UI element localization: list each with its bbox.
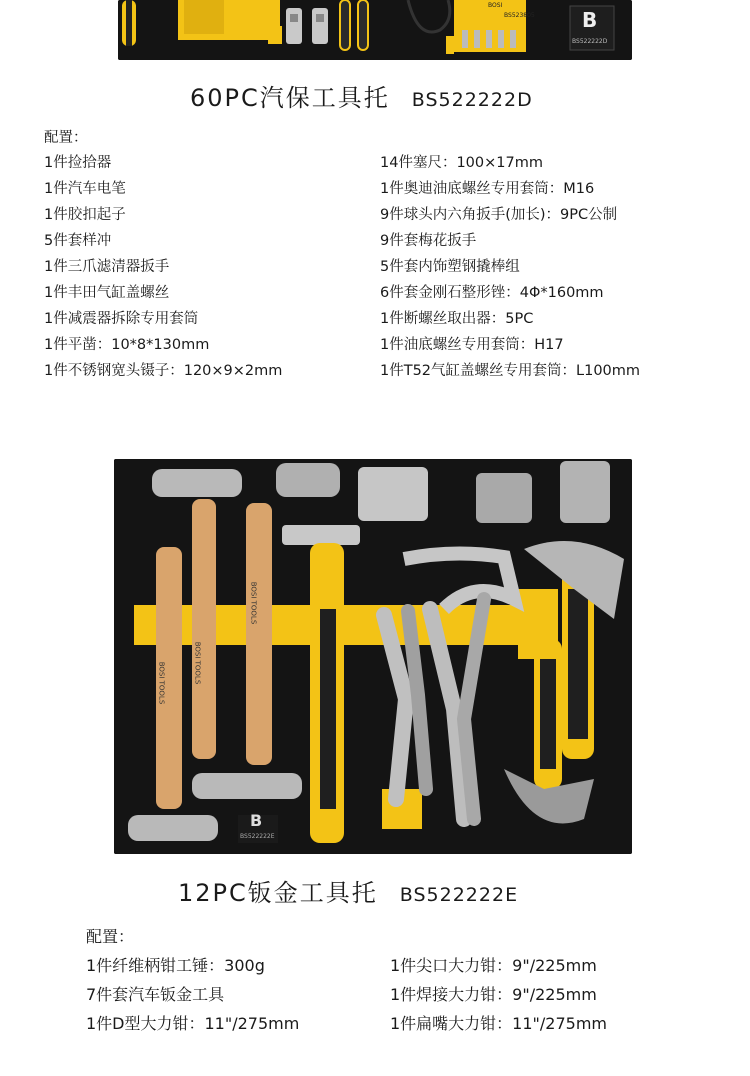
list-item: 9件套梅花扳手 (380, 233, 477, 249)
list-item: 1件平凿：10*8*130mm (44, 337, 210, 353)
list-item: 1件T52气缸盖螺丝专用套筒：L100mm (380, 363, 641, 379)
list-item: 1件断螺丝取出器：5PC (380, 311, 534, 327)
tool-tray-60pc-image (118, 0, 632, 60)
hammer-handle-text: BOSI TOOLS (249, 581, 258, 625)
config-list-right (390, 951, 607, 1038)
list-item: 9件球头内六角扳手(加长)：9PC公制 (380, 207, 618, 223)
list-item: 5件套内饰塑钢撬棒组 (380, 259, 520, 275)
list-item: 7件套汽车钣金工具 (86, 985, 225, 1004)
hammer-handle-text: BOSI TOOLS (193, 641, 202, 685)
list-item: 14件塞尺：100×17mm (380, 155, 543, 171)
section-code: BS522222D (411, 89, 533, 111)
tray-top-brand-mark: B (582, 8, 598, 32)
list-item: 1件丰田气缸盖螺丝 (44, 285, 170, 301)
config-list-left (44, 150, 282, 384)
list-item: 1件胶扣起子 (44, 207, 126, 223)
list-item: 1件尖口大力钳：9"/225mm (390, 956, 597, 975)
list-item: 1件三爪滤清器扳手 (44, 259, 170, 275)
config-label: 配置： (44, 130, 88, 146)
tray-60pc-illustration (118, 0, 632, 60)
section-title-text: 60PC汽保工具托 (190, 84, 390, 112)
list-item: 6件套金刚石整形锉：4Φ*160mm (380, 285, 604, 301)
list-item: 5件套样冲 (44, 233, 112, 249)
list-item: 1件汽车电笔 (44, 181, 126, 197)
hammer-handle-text: BOSI TOOLS (157, 661, 166, 705)
tray-top-label: BS523805 (504, 12, 535, 19)
config-label: 配置： (86, 927, 135, 946)
list-item: 1件D型大力钳：11"/275mm (86, 1014, 300, 1033)
list-item: 1件捡拾器 (44, 155, 112, 171)
config-list-right (380, 150, 640, 384)
tray-top-brand-text: BOSI (488, 2, 503, 9)
list-item: 1件油底螺丝专用套筒：H17 (380, 337, 564, 353)
config-list-left (86, 951, 299, 1038)
tray-bottom-code: BS522222E (240, 833, 275, 840)
tray-12pc-illustration (114, 459, 632, 854)
tool-tray-12pc-image (114, 459, 632, 854)
list-item: 1件不锈钢宽头镊子：120×9×2mm (44, 363, 283, 379)
tray-top-code: BS522222D (572, 38, 608, 45)
list-item: 1件纤维柄钳工锤：300g (86, 956, 265, 975)
section-code: BS522222E (399, 884, 519, 906)
list-item: 1件奥迪油底螺丝专用套筒：M16 (380, 181, 595, 197)
section-title-60pc (190, 78, 533, 113)
tray-bottom-brand-mark: B (250, 811, 263, 830)
list-item: 1件焊接大力钳：9"/225mm (390, 985, 597, 1004)
section-title-text: 12PC钣金工具托 (178, 879, 378, 907)
list-item: 1件减震器拆除专用套筒 (44, 311, 199, 327)
section-title-12pc (178, 873, 518, 908)
list-item: 1件扁嘴大力钳：11"/275mm (390, 1014, 608, 1033)
